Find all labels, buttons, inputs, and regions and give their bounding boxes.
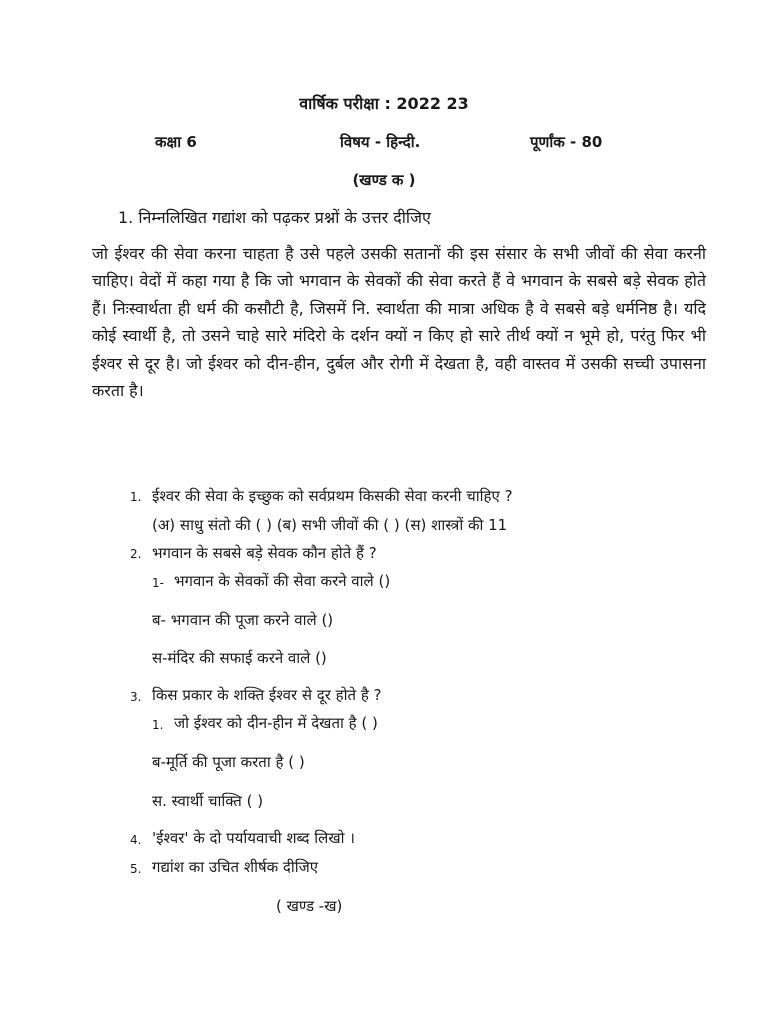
main-question: 1. निम्नलिखित गद्यांश को पढ़कर प्रश्नों के उत्तर दीजिए: [118, 208, 431, 227]
question-text: भगवान के सबसे बड़े सेवक कौन होते हैं ?: [152, 544, 377, 562]
question-options: (अ) साधु संतो की ( ) (ब) सभी जीवों की ( ) (स) शास्त्रों की 11: [152, 516, 508, 534]
question-number: 2.: [130, 547, 142, 561]
question-number: 3.: [130, 690, 142, 704]
subject-label: विषय - हिन्दी.: [340, 133, 421, 151]
question-text: 'ईश्वर' के दो पर्यायवाची शब्द लिखो ।: [152, 829, 355, 847]
option-text: जो ईश्वर को दीन-हीन में देखता है ( ): [174, 714, 378, 732]
question-text: गद्यांश का उचित शीर्षक दीजिए: [152, 858, 319, 876]
option-number: 1.: [152, 718, 164, 732]
question-number: 1.: [130, 490, 142, 504]
option-number: 1-: [152, 576, 164, 590]
passage-text: जो ईश्वर की सेवा करना चाहता है उसे पहले उसकी सतानों की इस संसार के सभी जीवों की सेवा करनी चाहिए। वेदों में कहा गया है कि जो भगवान के सेवकों की सेवा करते हैं वे भगवान के सबसे बड़े सेवक होते हैं। निःस्वार्थता ही धर्म की कसौटी है, जिसमें नि. स्वार्थता की मात्रा अधिक है वे सबसे बड़े धर्मनिष्ठ है। यदि कोई स्वार्थी है, तो उसने चाहे सारे मंदिरो के दर्शन क्यों न किए हो सारे तीर्थ क्यों न भूमे हो, परंतु फिर भी ईश्वर से दूर है। जो ईश्वर को दीन-हीन, दुर्बल और रोगी में देखता है, वही वास्तव में उसकी सच्ची उपासना करता है।: [92, 244, 706, 401]
section-b-heading: ( खण्ड -ख): [276, 897, 343, 915]
question-text: किस प्रकार के शक्ति ईश्वर से दूर होते है ?: [152, 686, 382, 704]
question-text: ईश्वर की सेवा के इच्छुक को सर्वप्रथम किसकी सेवा करनी चाहिए ?: [152, 487, 513, 505]
exam-title: वार्षिक परीक्षा : 2022 23: [299, 94, 469, 113]
class-label: कक्षा 6: [155, 133, 197, 151]
option-text: स. स्वार्थी चाक्ति ( ): [152, 792, 264, 810]
option-text: स-मंदिर की सफाई करने वाले (): [152, 649, 327, 667]
option-text: ब- भगवान की पूजा करने वाले (): [152, 611, 334, 629]
option-text: भगवान के सेवकों की सेवा करने वाले (): [174, 572, 391, 590]
max-marks-label: पूर्णांक - 80: [530, 133, 603, 151]
question-number: 4.: [130, 833, 142, 847]
question-number: 5.: [130, 862, 142, 876]
section-a-heading: (खण्ड क ): [352, 171, 416, 189]
option-text: ब-मूर्ति की पूजा करता है ( ): [152, 753, 305, 771]
